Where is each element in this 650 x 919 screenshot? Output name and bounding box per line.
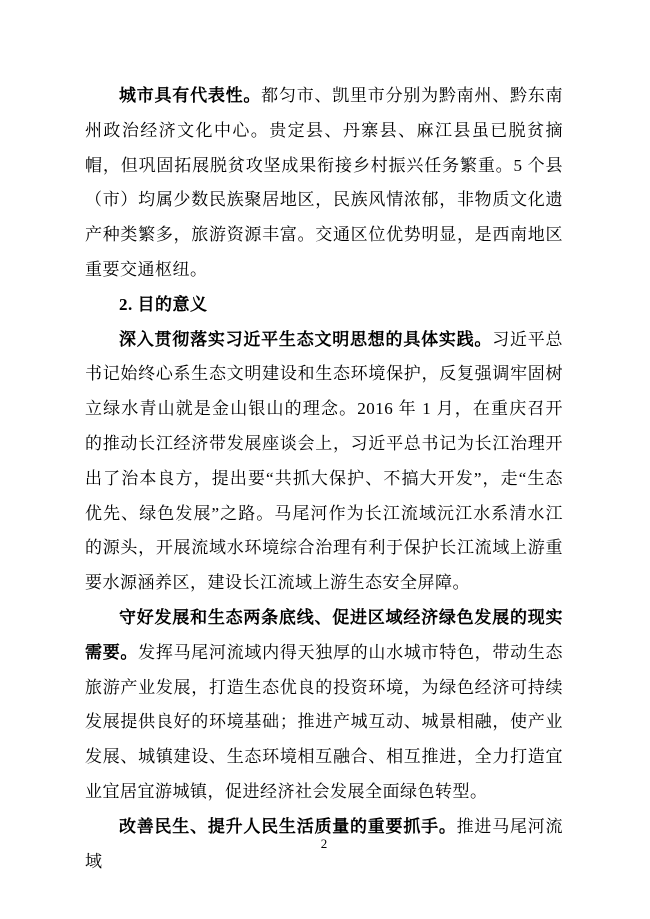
paragraph-text: 发挥马尾河流域内得天独厚的山水城市特色，带动生态旅游产业发展，打造生态优良的投资环境，为绿色经济可持续发展提供良好的环境基础；推进产城互动、城景相融，使产业发展、城镇建设、生态环境相互融合、相互推进，全力打造宜业宜居宜游城镇，促进经济社会发展全面绿色转型。 <box>85 642 564 801</box>
paragraph-text: 都匀市、凯里市分别为黔南州、黔东南州政治经济文化中心。贵定县、丹寨县、麻江县虽已脱贫摘帽，但巩固拓展脱贫攻坚成果衔接乡村振兴任务繁重。5 个县（市）均属少数民族聚居地区，民族风情浓郁，非物质文化遗产种类繁多，旅游资源丰富。交通区位优势明显，是西南地区重要交通枢纽。 <box>85 86 564 279</box>
paragraph-lead-bold: 改善民生、提升人民生活质量的重要抓手。 <box>119 816 457 836</box>
paragraph-city-representative <box>85 79 563 288</box>
paragraph-text: 推进马尾河流域 <box>85 816 564 871</box>
paragraph-text: 习近平总书记始终心系生态文明建设和生态环境保护，反复强调牢固树立绿水青山就是金山银山的理念。2016 年 1 月，在重庆召开的推动长江经济带发展座谈会上，习近平总书记为长江治理开出了治本良方，提出要“共抓大保护、不搞大开发”，走“生态优先、绿色发展”之路。马尾河作为长江流域沅江水系清水江的源头，开展流域水环境综合治理有利于保护长江流域上游重要水源涵养区，建设长江流域上游生态安全屏障。 <box>85 329 563 593</box>
document-body <box>85 79 563 879</box>
section-heading-purpose-significance: 2. 目的意义 <box>119 294 208 314</box>
paragraph-lead-bold: 深入贯彻落实习近平生态文明思想的具体实践。 <box>119 329 493 349</box>
paragraph-eco-civilization-practice <box>85 323 563 601</box>
paragraph-lead-bold: 守好发展和生态两条底线、促进区域经济绿色发展的现实需要。 <box>85 607 563 662</box>
paragraph-green-development-need <box>85 601 563 810</box>
page-number: 2 <box>320 836 328 851</box>
paragraph-lead-bold: 城市具有代表性。 <box>119 86 262 105</box>
